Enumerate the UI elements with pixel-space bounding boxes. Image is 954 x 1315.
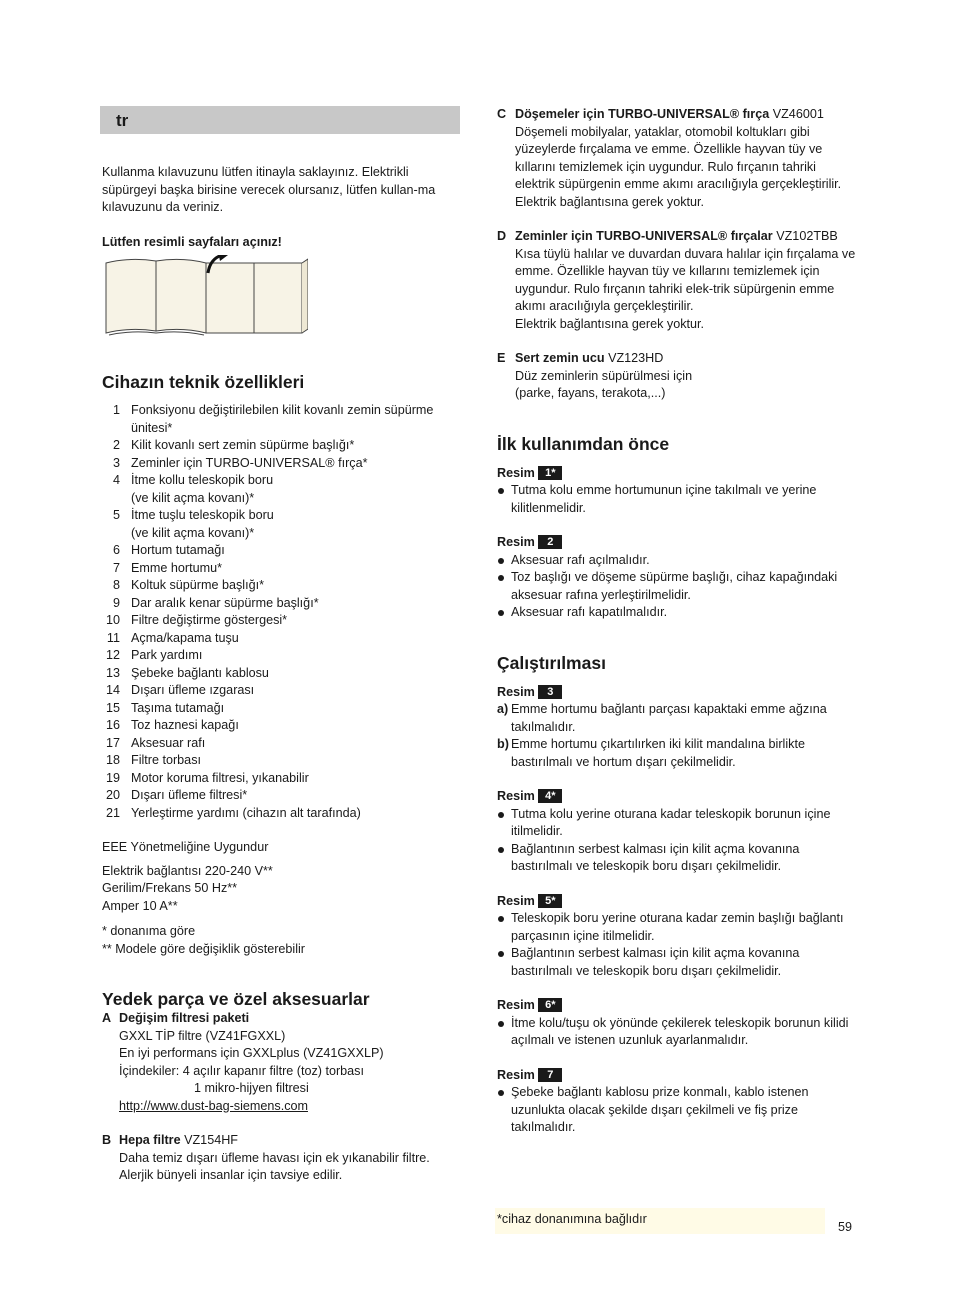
spec-item: [102, 647, 458, 665]
spec-item: [102, 770, 458, 788]
note-model: ** Modele göre değişiklik gösterebilir: [102, 941, 306, 956]
step-item: [497, 701, 857, 736]
specs-list: [102, 402, 458, 822]
voltage-frequency: Gerilim/Frekans 50 Hz**: [102, 881, 238, 895]
spec-item-text: Dar aralık kenar süpürme başlığı*: [131, 595, 319, 610]
figure-label: Resim: [497, 998, 535, 1012]
accessory-a-line-1: GXXL TİP filtre (VZ41FGXXL): [119, 1028, 286, 1043]
accessory-a-line-3: İçindekiler: 4 açılır kapanır filtre (toz) torbası: [119, 1063, 364, 1078]
open-pages-note: Lütfen resimli sayfaları açınız!: [102, 234, 282, 249]
spec-item: [102, 717, 458, 735]
spec-item: [102, 402, 458, 437]
spec-item-text: Dışarı üfleme ızgarası: [131, 683, 255, 697]
accessories-heading: Yedek parça ve özel aksesuarlar: [102, 989, 370, 1009]
accessory-a-title: Değişim filtresi paketi: [119, 1011, 250, 1025]
language-bar: [100, 106, 460, 134]
spec-item-text: Aksesuar rafı: [131, 735, 206, 750]
figure-number-badge: 2: [538, 535, 562, 549]
accessory-e: [497, 350, 857, 403]
spec-item-text: Filtre torbası: [131, 753, 201, 767]
figure-label: Resim: [497, 789, 535, 803]
step-text: Emme hortumu bağlantı parçası kapaktaki emme ağzına takılmalıdır.: [511, 702, 827, 734]
accessory-c-text-2: Elektrik bağlantısına gerek yoktur.: [515, 194, 705, 209]
spec-item-text: Motor koruma filtresi, yıkanabilir: [131, 770, 309, 785]
electrical-info: [102, 863, 458, 916]
figure-number-badge: 3: [538, 685, 562, 699]
accessory-e-text-2: (parke, fayans, terakota,...): [515, 386, 666, 400]
spec-notes: [102, 923, 458, 958]
accessory-a-indented: 1 mikro-hijyen filtresi: [194, 1081, 309, 1095]
figure-3-section: [497, 684, 857, 772]
spec-item-text: Filtre değiştirme göstergesi*: [131, 613, 288, 627]
spec-item-number: 1: [112, 403, 120, 417]
accessory-letter: D: [497, 229, 507, 243]
bullet-item: Tutma kolu emme hortumunun içine takılmalı ve yerine kilitlenmelidir.: [497, 482, 857, 517]
figure-1-bullets: [497, 482, 857, 517]
accessory-c-text: Döşemeli mobilyalar, yataklar, otomobil koltukları gibi yüzeylerde fırçalama ve emme. Özellikle hayvan tüy ve kıllarını temizlemek için uygundur. Rulo fırçanın tahriki elektrik süpürgenin emme akımı aracılığıyla gerçekleştirilir.: [515, 124, 842, 191]
right-column: [497, 106, 857, 1137]
accessory-d-title: Zeminler için TURBO-UNIVERSAL® fırçalar: [515, 229, 773, 243]
accessory-e-text: Düz zeminlerin süpürülmesi için: [515, 368, 693, 383]
eee-note: EEE Yönetmeliğine Uygundur: [102, 840, 269, 854]
figure-7-section: [497, 1067, 857, 1137]
spec-item-number: 10: [105, 613, 120, 627]
accessory-d-text-2: Elektrik bağlantısına gerek yoktur.: [515, 316, 705, 331]
page-number: 59: [838, 1220, 853, 1234]
spec-item: [102, 455, 458, 473]
accessory-d-code: VZ102TBB: [776, 229, 838, 243]
bullet-item: Aksesuar rafı kapatılmalıdır.: [497, 604, 857, 622]
spec-item-number: 16: [105, 718, 120, 732]
bullet-item: İtme kolu/tuşu ok yönünde çekilerek teleskopik borunun kilidi açılmalı ve istenen uzunluk ayarlanmalıdır.: [497, 1015, 857, 1050]
accessory-d: [497, 228, 857, 333]
accessory-b-text: Daha temiz dışarı üfleme havası için ek yıkanabilir filtre.: [119, 1150, 430, 1165]
accessory-letter: A: [102, 1011, 112, 1025]
spec-item: [102, 682, 458, 700]
spec-item-number: 7: [112, 560, 120, 575]
spec-item-text: Taşıma tutamağı: [131, 700, 225, 715]
spec-item-text: Dışarı üfleme filtresi*: [131, 788, 248, 802]
figure-4-section: [497, 788, 857, 876]
spec-item: [102, 787, 458, 805]
spec-item-text: Toz haznesi kapağı: [131, 718, 239, 732]
operation-heading: Çalıştırılması: [497, 652, 606, 673]
figure-label: Resim: [497, 684, 535, 699]
spec-item-number: 19: [105, 770, 120, 785]
accessory-e-code: VZ123HD: [608, 351, 664, 365]
accessory-d-text: Kısa tüylü halılar ve duvardan duvara halılar için fırçalama ve emme. Özellikle hayvan tüy ve kıllarını temizlemek için uygundur. Rulo fırçanın tahriki elek-trik süpürgenin emme akımı aracılığıyla gerçekleştirilir.: [515, 246, 856, 313]
figure-number-badge: 6*: [538, 998, 562, 1012]
spec-item-text: Hortum tutamağı: [131, 543, 225, 557]
spec-item-number: 3: [112, 455, 120, 470]
step-item: [497, 736, 857, 771]
spec-item-number: 5: [112, 508, 120, 522]
spec-item: [102, 700, 458, 718]
figure-5-section: [497, 893, 857, 981]
spec-item-text: Şebeke bağlantı kablosu: [131, 665, 269, 680]
open-book-icon: [102, 255, 308, 337]
spec-item-number: 11: [106, 630, 120, 645]
accessory-c: [497, 106, 857, 211]
accessory-b-text-2: Alerjik bünyeli insanlar için tavsiye edilir.: [119, 1168, 343, 1182]
figure-6-bullets: [497, 1015, 857, 1050]
spec-item: [102, 437, 458, 455]
figure-1-section: [497, 465, 857, 518]
bullet-item: Toz başlığı ve döşeme süpürme başlığı, cihaz kapağındaki aksesuar rafına yerleştirilmelidir.: [497, 569, 857, 604]
left-column: [102, 164, 458, 1185]
step-marker: a): [497, 702, 509, 716]
figure-7-bullets: [497, 1084, 857, 1137]
spec-item: [102, 595, 458, 613]
before-first-use-heading: İlk kullanımdan önce: [497, 433, 670, 454]
spec-item-number: 13: [105, 665, 120, 680]
accessory-e-title: Sert zemin ucu: [515, 351, 605, 365]
figure-5-bullets: [497, 910, 857, 980]
language-code: tr: [116, 111, 129, 130]
bullet-item: Bağlantının serbest kalması için kilit açma kovanına bastırılmalı ve teleskopik boru dışarı çekilmelidir.: [497, 945, 857, 980]
fold-out-pages-illustration: [102, 255, 308, 337]
figure-2-bullets: [497, 552, 857, 622]
bullet-item: Şebeke bağlantı kablosu prize konmalı, kablo istenen uzunlukta olacak şekilde dışarı çekilmeli ve fiş prize takılmalıdır.: [497, 1084, 857, 1137]
footnote-text: *cihaz donanımına bağlıdır: [497, 1212, 647, 1226]
spec-item-number: 20: [105, 788, 120, 802]
bullet-item: Bağlantının serbest kalması için kilit açma kovanına bastırılmalı ve teleskopik boru dışarı çekilmelidir.: [497, 841, 857, 876]
accessory-b-code: VZ154HF: [184, 1133, 238, 1147]
spec-item: [102, 630, 458, 648]
figure-4-bullets: [497, 806, 857, 876]
figure-number-badge: 7: [538, 1068, 562, 1082]
spec-item-number: 17: [105, 735, 120, 750]
figure-label: Resim: [497, 893, 535, 908]
spec-item-text: Park yardımı: [131, 648, 203, 662]
spec-item: [102, 577, 458, 595]
spec-item: [102, 560, 458, 578]
dust-bag-link[interactable]: http://www.dust-bag-siemens.com: [119, 1098, 308, 1113]
spec-item: [102, 805, 458, 823]
accessory-letter: B: [102, 1133, 112, 1147]
electrical-connection: Elektrik bağlantısı 220-240 V**: [102, 863, 273, 878]
accessory-b-title: Hepa filtre: [119, 1133, 181, 1147]
accessory-b: [102, 1132, 458, 1185]
ampere: Amper 10 A**: [102, 898, 178, 913]
spec-item-number: 2: [112, 438, 120, 452]
accessory-a: [102, 1010, 458, 1115]
spec-item-number: 8: [112, 578, 120, 592]
accessory-a-line-2: En iyi performans için GXXLplus (VZ41GXXLP): [119, 1046, 384, 1060]
spec-item-text: Emme hortumu*: [131, 560, 222, 575]
figure-number-badge: 1*: [538, 466, 562, 480]
spec-item-text: İtme kollu teleskopik boru (ve kilit açma kovanı)*: [131, 473, 274, 505]
figure-2-section: [497, 534, 857, 622]
spec-item-text: İtme tuşlu teleskopik boru (ve kilit açma kovanı)*: [131, 508, 274, 540]
figure-6-section: [497, 997, 857, 1050]
spec-item-number: 21: [105, 805, 120, 820]
intro-text: Kullanma kılavuzunu lütfen itinayla saklayınız. Elektrikli süpürgeyi başka birisine verecek olursanız, lütfen kullan-ma kılavuzunu da veriniz.: [102, 165, 436, 214]
spec-item-number: 14: [105, 683, 120, 697]
step-text: Emme hortumu çıkartılırken iki kilit mandalına birlikte bastırılmalı ve hortum dışarı çekilmelidir.: [511, 737, 805, 769]
figure-number-badge: 4*: [538, 789, 562, 803]
spec-item-number: 18: [105, 753, 120, 767]
spec-item-text: Fonksiyonu değiştirilebilen kilit kovanlı zemin süpürme ünitesi*: [131, 403, 434, 435]
spec-item: [102, 752, 458, 770]
spec-item-number: 15: [105, 700, 120, 715]
spec-item-text: Açma/kapama tuşu: [131, 630, 239, 645]
bullet-item: Tutma kolu yerine oturana kadar teleskopik borunun içine itilmelidir.: [497, 806, 857, 841]
spec-item-text: Koltuk süpürme başlığı*: [131, 578, 265, 592]
accessory-letter: C: [497, 107, 507, 121]
spec-item-text: Kilit kovanlı sert zemin süpürme başlığı*: [131, 438, 355, 452]
figure-number-badge: 5*: [538, 894, 562, 908]
spec-item: [102, 472, 458, 507]
spec-item: [102, 542, 458, 560]
note-equipment: * donanıma göre: [102, 924, 196, 938]
accessory-c-title: Döşemeler için TURBO-UNIVERSAL® fırça: [515, 107, 770, 121]
spec-item: [102, 735, 458, 753]
accessory-letter: E: [497, 351, 506, 365]
figure-label: Resim: [497, 465, 535, 480]
bullet-item: Teleskopik boru yerine oturana kadar zemin başlığı bağlantı parçasının içine itilmelidir.: [497, 910, 857, 945]
spec-item-text: Yerleştirme yardımı (cihazın alt tarafında): [131, 805, 361, 820]
figure-3-steps: [497, 701, 857, 771]
spec-item-number: 12: [105, 648, 120, 662]
figure-label: Resim: [497, 535, 535, 549]
spec-item-text: Zeminler için TURBO-UNIVERSAL® fırça*: [131, 455, 368, 470]
spec-item-number: 4: [112, 473, 120, 487]
step-marker: b): [497, 737, 509, 751]
spec-item: [102, 665, 458, 683]
specs-heading: Cihazın teknik özellikleri: [102, 372, 305, 392]
spec-item: [102, 612, 458, 630]
accessory-c-code: VZ46001: [772, 107, 824, 121]
bullet-item: Aksesuar rafı açılmalıdır.: [497, 552, 857, 570]
spec-item-number: 9: [112, 595, 120, 610]
footnote-box: [495, 1208, 825, 1234]
spec-item: [102, 507, 458, 542]
figure-label: Resim: [497, 1067, 535, 1082]
spec-item-number: 6: [112, 543, 120, 557]
